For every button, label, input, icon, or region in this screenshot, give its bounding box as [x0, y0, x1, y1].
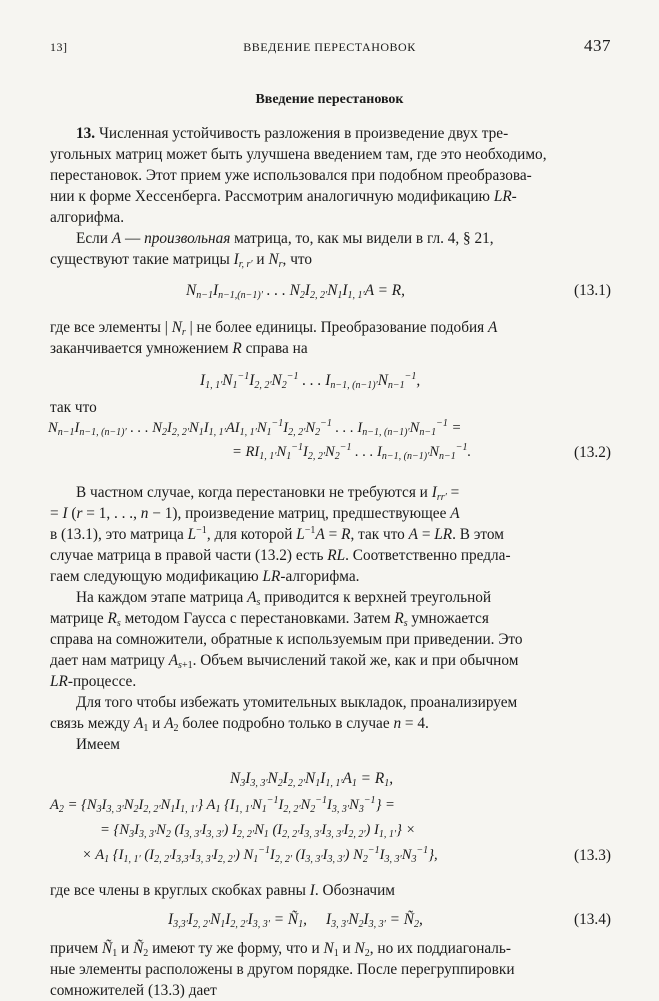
equation-tag: (13.2)	[574, 444, 611, 461]
equation-13-2b: = $RI_{1, 1'}N_1^{-1}I_{2, 2'}N_2^{-1}$ . . . $I_{n-1, (n-1)'}N_{n-1}^{-1}$.	[232, 442, 472, 462]
equation-13-2a: $N_{n-1}I_{n-1, (n-1)'}$ . . . $N_2I_{2, 2'}N_1I_{1, 1'}AI_{1, 1'}N_1^{-1}I_{2, 2'}N_2^{-1}$ . . . $I_{n-1, (n-1)'}N_{n-1}^{-1}$ =	[48, 418, 462, 438]
text-line: где все элементы | $N_r$ | не более единицы. Преобразование подобия A	[50, 319, 498, 338]
text-line: алгорифма.	[50, 209, 125, 226]
text-line: перестановок. Этот прием уже использовался при подобном преобразова-	[50, 167, 532, 184]
text-line: LR-процессе.	[50, 673, 137, 690]
text-line: Для того чтобы избежать утомительных выкладок, проанализируем	[76, 694, 518, 711]
text-line: дает нам матрицу $A_{s+1}$. Объем вычислений такой же, как и при обычном	[50, 652, 519, 671]
text-line: 13. Численная устойчивость разложения в произведение двух тре-	[76, 125, 509, 142]
running-title: ВВЕДЕНИЕ ПЕРЕСТАНОВОК	[243, 40, 416, 54]
text-line: ные элементы расположены в другом порядке. После перегруппировки	[50, 961, 515, 978]
equation-13-3a: $N_3I_{3, 3'}N_2I_{2, 2'}N_1I_{1, 1'}A_1 = R_1$,	[230, 770, 394, 789]
text-line: В частном случае, когда перестановки не требуются и $I_{rr'}$ =	[76, 484, 460, 503]
text-line: где все члены в круглых скобках равны I. Обозначим	[50, 882, 395, 899]
text-line: случае матрица в правой части (13.2) есть RL. Соответственно предла-	[50, 547, 511, 564]
page-number: 437	[584, 36, 611, 55]
section-number: 13]	[50, 40, 68, 54]
text-line: гаем следующую модификацию LR-алгорифма.	[50, 568, 360, 585]
text-line: сомножителей (13.3) дает	[50, 982, 217, 999]
text-line: так что	[50, 399, 97, 416]
text-line: На каждом этапе матрица $A_s$ приводится к верхней треугольной	[76, 589, 492, 608]
equation-13-3d: × $A_1$ {$I_{1, 1'}$ $(I_{2, 2'}I_{3,3'}I_{3, 3'}I_{2, 2'})$ $N_1^{-1}I_{2, 2'}$ $(I_{3, 3'}I_{3, 3'})$ $N_2^{-1}I_{3, 3'}N_3^{-1}$},	[82, 845, 438, 865]
text-line: матрице $R_s$ методом Гаусса с перестановками. Затем $R_s$ умножается	[50, 610, 489, 629]
equation-13-3c: = {$N_3I_{3, 3'}N_2$ $(I_{3, 3'}I_{3, 3'})$ $I_{2, 2'}N_1$ $(I_{2, 2'}I_{3, 3'}I_{3, 3'}I_{2, 2'}) I_{1, 1'}$} ×	[100, 822, 416, 840]
equation-13-4: $I_{3,3'}I_{2, 2'}N_1I_{2, 2'}I_{3, 3'}$ = $Ñ_1$, $I_{3, 3'}N_2I_{3, 3'}$ = $Ñ_2$,	[168, 911, 423, 930]
text-line: угольных матриц может быть улучшена введением там, где это необходимо,	[50, 146, 547, 163]
text-line: нии к форме Хессенберга. Рассмотрим аналогичную модификацию LR-	[50, 188, 517, 205]
text-line: в (13.1), это матрица $L^{-1}$, для которой $L^{-1}A = R$, так что A = LR. В этом	[50, 525, 504, 543]
equation-inline: $I_{1, 1'}N_1^{-1}I_{2, 2'}N_2^{-1}$ . . . $I_{n-1, (n-1)'}N_{n-1}^{-1}$,	[200, 371, 421, 391]
text-line: = I (r = 1, . . ., n − 1), произведение матриц, предшествующее A	[50, 505, 460, 522]
equation-tag: (13.1)	[574, 282, 611, 299]
text-line: причем $Ñ_1$ и $Ñ_2$ имеют ту же форму, что и $N_1$ и $N_2$, но их поддиагональ-	[50, 940, 512, 959]
section-title: Введение перестановок	[255, 92, 404, 107]
text-line: справа на сомножители, обратные к используемым при приведении. Это	[50, 631, 523, 648]
text-line: заканчивается умножением R справа на	[50, 340, 308, 357]
text-line: Если A — произвольная матрица, то, как мы видели в гл. 4, § 21,	[76, 230, 494, 247]
equation-tag: (13.4)	[574, 911, 611, 928]
text-line: Имеем	[76, 736, 120, 753]
equation-13-3b: $A_2 = \{N_3I_{3, 3'}N_2I_{2, 2'}N_1I_{1, 1'}\}$ $A_1$ $\{I_{1, 1'}N_1^{-1}I_{2, 2'}N_2^{-1}I_{3, 3'}N_3^{-1}\}$ =	[50, 795, 395, 815]
equation-tag: (13.3)	[574, 847, 611, 864]
text-line: связь между $A_1$ и $A_2$ более подробно только в случае n = 4.	[50, 715, 429, 734]
equation-13-1: $N_{n-1}I_{n-1,(n-1)'}$ . . . $N_2I_{2, 2'}N_1I_{1, 1'}A = R$,	[186, 282, 405, 301]
text-line: существуют такие матрицы $I_{r, r'}$ и $N_r$, что	[50, 251, 313, 270]
